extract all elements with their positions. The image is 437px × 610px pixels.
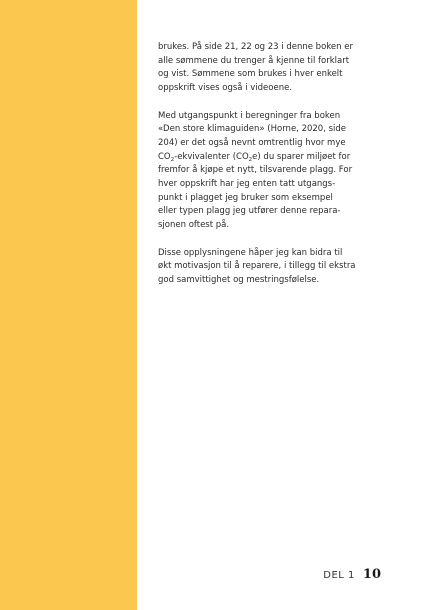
text-line: oppskrift vises også i videoene. <box>158 83 293 94</box>
text-line: hver oppskrift har jeg enten tatt utgangs- <box>158 179 336 190</box>
text-line: økt motivasjon til å reparere, i tillegg til ekstra <box>158 261 356 272</box>
text-line: alle sømmene du trenger å kjenne til forklart <box>158 55 350 66</box>
page-number: 10 <box>362 567 381 582</box>
text-line: Disse opplysningene håper jeg kan bidra til <box>158 247 343 258</box>
text-line: Med utgangspunkt i beregninger fra boken <box>158 110 341 121</box>
text-line: og vist. Sømmene som brukes i hver enkelt <box>158 69 343 80</box>
text-line: brukes. På side 21, 22 og 23 i denne boken er <box>158 42 353 52</box>
part-label: DEL 1 <box>323 570 355 581</box>
text-line: 204) er det også nevnt omtrentlig hvor mye <box>158 137 346 148</box>
paragraph-3 <box>158 247 398 288</box>
paragraph-1 <box>158 41 398 96</box>
text-line: god samvittighet og mestringsfølelse. <box>158 274 320 285</box>
page-footer <box>323 567 381 582</box>
text-line: eller typen plagg jeg utfører denne repara- <box>158 206 341 217</box>
text-line: «Den store klimaguiden» (Horne, 2020, side <box>158 124 347 135</box>
text-line: sjonen oftest på. <box>158 220 230 231</box>
body-text <box>158 41 398 301</box>
text-line: fremfor å kjøpe et nytt, tilsvarende plagg. For <box>158 165 353 176</box>
color-sidebar <box>0 0 137 610</box>
paragraph-2 <box>158 110 398 233</box>
co2-line: $CO_2$-ekvivalenter $(CO_2e)$ du sparer miljøet for <box>158 151 351 163</box>
text-line: punkt i plagget jeg bruker som eksempel <box>158 192 333 203</box>
